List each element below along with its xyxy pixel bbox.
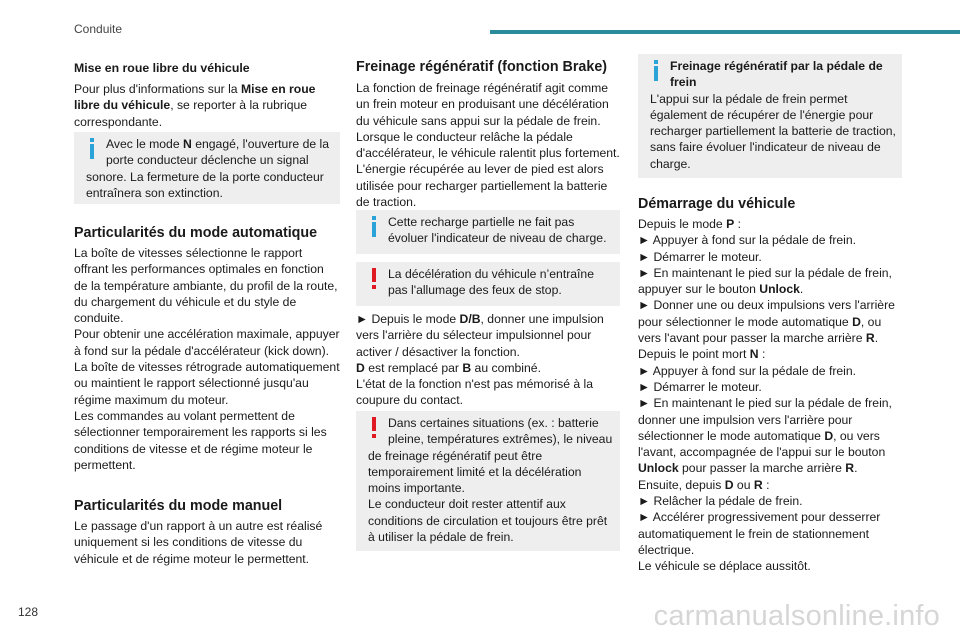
info-text: L'appui sur la pédale de frein permet également de récupérer de l'énergie pour recharger partiellement la batterie de traction, sans faire évoluer l'indicateur de niveau de charge.: [650, 91, 896, 171]
then-intro: Ensuite, depuis D ou R :: [638, 477, 770, 492]
p-step-1: ► Appuyer à fond sur la pédale de frein.: [638, 233, 857, 248]
warning-text: La décélération du véhicule n’entraîne pas l'allumage des feux de stop.: [388, 267, 594, 298]
header-accent-bar: [490, 30, 960, 34]
info-title: Freinage régénératif par la pédale de frein: [670, 59, 883, 90]
p-step-4: ► Donner une ou deux impulsions vers l'arrière pour sélectionner le mode automatique D, ou vers l'avant pour passer la marche arrière R.: [638, 298, 895, 346]
p-step-2: ► Démarrer le moteur.: [638, 249, 762, 264]
closing-line: Le véhicule se déplace aussitôt.: [638, 559, 811, 574]
n-step-2: ► Démarrer le moteur.: [638, 379, 762, 394]
info-text: Avec le mode N engagé, l'ouverture de la porte conducteur déclenche un signal sonore. La fermeture de la porte conducteur entraînera son extinction.: [86, 137, 329, 200]
regen-body: [356, 80, 620, 210]
regen-instructions: [356, 311, 620, 409]
freewheel-paragraph: Pour plus d'informations sur la Mise en roue libre du véhicule, se reporter à la rubrique correspondante.: [74, 82, 316, 129]
warning-box-stop-lights: [356, 262, 620, 306]
auto-mode-body: [74, 245, 340, 473]
manual-mode-heading: Particularités du mode manuel: [74, 498, 283, 514]
info-box-brake-pedal-regen: [638, 54, 902, 178]
then-step-2: ► Accélérer progressivement pour desserrer automatiquement le frein de stationnement électrique.: [638, 510, 881, 557]
info-icon: [650, 60, 662, 82]
manual-paragraph: Le passage d'un rapport à un autre est réalisé uniquement si les conditions de vitesse du véhicule et de régime moteur le permettent.: [74, 519, 323, 566]
p-step-3: ► En maintenant le pied sur la pédale de frein, appuyer sur le bouton Unlock.: [638, 265, 892, 297]
start-body: [638, 216, 902, 575]
start-heading: Démarrage du véhicule: [638, 196, 796, 212]
freewheel-heading: Mise en roue libre du véhicule: [74, 61, 250, 75]
watermark-text: carmanualsonline.info: [653, 600, 940, 632]
page-number: 128: [18, 605, 39, 619]
info-box-charge-indicator: [356, 210, 620, 254]
regen-step: ► Depuis le mode D/B, donner une impulsion vers l'arrière du sélecteur impulsionnel pour activer / désactiver la fonction.: [356, 312, 604, 359]
then-step-1: ► Relâcher la pédale de frein.: [638, 494, 803, 509]
warning-icon: [368, 417, 380, 439]
info-icon: [368, 216, 380, 238]
warning-box-limited-regen: [356, 411, 620, 551]
auto-mode-heading: Particularités du mode automatique: [74, 225, 318, 241]
info-text: Cette recharge partielle ne fait pas évoluer l'indicateur de niveau de charge.: [388, 215, 607, 246]
warning-text-1: Dans certaines situations (ex. : batterie pleine, températures extrêmes), le niveau de freinage régénératif peut être temporairement limité et la décélération moins importante.: [368, 416, 613, 496]
regen-paragraph-2: Lorsque le conducteur relâche la pédale d'accélérateur, le véhicule ralentit plus fortement. L'énergie récupérée au lever de pied est alors utilisée pour recharger partiellement la batterie de traction.: [356, 129, 620, 210]
display-note: D est remplacé par B au combiné.: [356, 360, 541, 375]
warning-text-2: Le conducteur doit rester attentif aux conditions de circulation et toujours être prêt à utiliser la pédale de frein.: [368, 497, 608, 545]
auto-paragraph-2: Pour obtenir une accélération maximale, appuyer à fond sur la pédale d'accélérateur (kick down). La boîte de vitesses rétrograde automatiquement ou maintient le rapport sélectionné jusqu'au régime maximum du moteur.: [74, 327, 340, 407]
n-step-1: ► Appuyer à fond sur la pédale de frein.: [638, 363, 857, 378]
auto-paragraph-3: Les commandes au volant permettent de sélectionner temporairement les rapports si les conditions de vitesse et de régime moteur le permettent.: [74, 408, 327, 472]
regen-heading: Freinage régénératif (fonction Brake): [356, 59, 608, 75]
from-n-intro: Depuis le point mort N :: [638, 347, 766, 362]
n-step-3: ► En maintenant le pied sur la pédale de frein, donner une impulsion vers l'arrière pour sélectionner le mode automatique D, ou vers l'avant, accompagnée de l'appui sur le bouton Unlock pour passer la marche arrière R.: [638, 396, 892, 476]
warning-icon: [368, 268, 380, 290]
section-label: Conduite: [74, 22, 123, 36]
auto-paragraph-1: La boîte de vitesses sélectionne le rapport offrant les performances optimales en fonction de la température ambiante, du profil de la route, du chargement du véhicule et du style de conduite.: [74, 246, 338, 326]
from-p-intro: Depuis le mode P :: [638, 217, 741, 231]
regen-paragraph-1: La fonction de freinage régénératif agit comme un frein moteur en produisant une décélération du véhicule sans appui sur la pédale de frein.: [356, 81, 609, 128]
info-box-neutral-door: [74, 132, 340, 204]
info-icon: [86, 138, 98, 160]
state-note: L'état de la fonction n'est pas mémorisé à la coupure du contact.: [356, 377, 594, 408]
